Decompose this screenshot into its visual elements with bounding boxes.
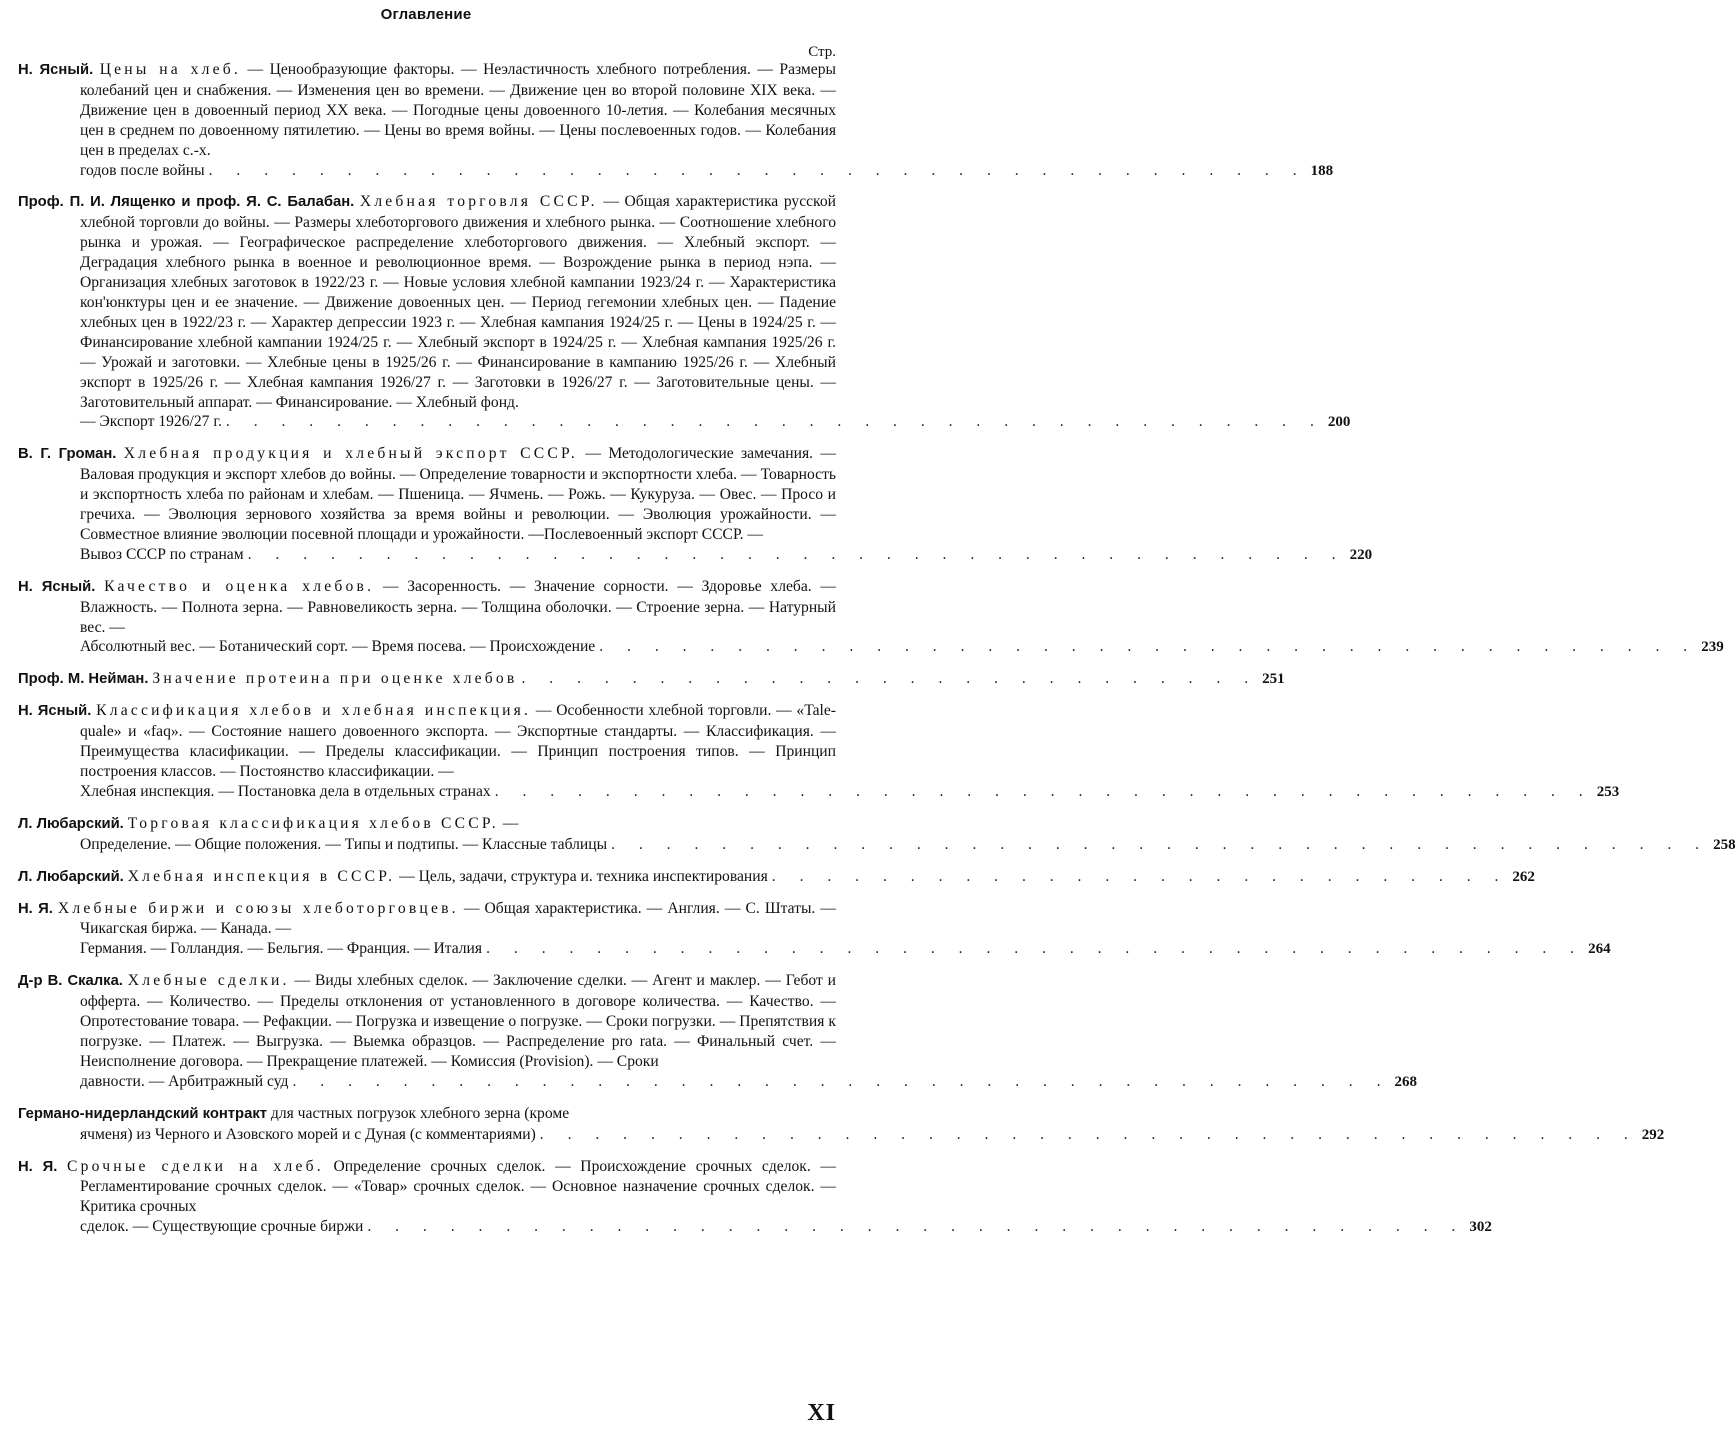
entry-topics: — Виды хлебных сделок. — Заключение сделки. — Агент и маклер. — Гебот и офферта. — Количество. — Пределы отклонения от установленного в договоре количества. — Качество. — Опротестование товара. — Рефакции. — Погрузка и извещение о погрузке. — Сроки погрузки. — Препятствия к погрузке. — Платеж. — Выгрузка. — Выемка образцов. — Распределение pro rata. — Финальный счет. — Неисполнение договора. — Прекращение платежей. — Комиссия (Provision). — Сроки (80, 972, 836, 1070)
dot-leader: . . . . . . . . . . . . . . . . . . . . . . . . . . . . . . . . . . . . . . . . (494, 782, 1593, 800)
entry-topics-end: Германия. — Голландия. — Бельгия. — Франция. — Италия (80, 940, 483, 958)
entry-topics: — Общая характеристика. — Англия. — С. Штаты. — Чикагская биржа. — Канада. — (80, 899, 836, 938)
entry-title: Хлебная торговля СССР. (359, 193, 598, 211)
toc-entry (18, 669, 1285, 690)
entry-title: Хлебная продукция и хлебный экспорт СССР. (123, 445, 578, 463)
entry-page-number: 239 (1701, 639, 1724, 656)
entry-author: Проф. М. Нейман. (18, 671, 149, 688)
entry-title: Срочные сделки на хлеб. (67, 1157, 324, 1175)
table-of-contents (18, 60, 1736, 1249)
entry-page-number: 253 (1596, 783, 1620, 800)
entry-page-number: 188 (1310, 162, 1334, 179)
toc-entry (18, 899, 1611, 961)
toc-entry (18, 1104, 1665, 1146)
entry-page-number: 262 (1512, 868, 1535, 885)
entry-topics: — Цель, задачи, структура и. техника инспектирования (399, 867, 768, 885)
entry-title: Классификация хлебов и хлебная инспекция. (96, 702, 532, 720)
toc-entry (18, 192, 1351, 433)
entry-page-number: 292 (1641, 1126, 1665, 1143)
entry-topics: — Особенности хлебной торговли. — «Tale-quale» и «faq». — Состояние нашего довоенного экспорта. — Экспортные стандарты. — Классификация. — Преимущества класификации. — Пределы классификации. — Принцип построения типов. — Принцип построения классов. — Постоянство классификации. — (80, 702, 836, 780)
dot-leader: . . . . . . . . . . . . . . . . . . . . . . . . . . . . . . . . . . . . . . . . (367, 1218, 1466, 1236)
entry-topics-end: ячменя) из Черного и Азовского морей и с Дуная (с комментариями) (80, 1125, 536, 1143)
entry-topics: — Методологические замечания. — Валовая продукция и экспорт хлебов до войны. — Определение товарности и экспортности хлеба. — Товарность и экспортность хлеба по районам и хлебам. — Пшеница. — Ячмень. — Рожь. — Кукуруза. — Овес. — Просо и гречиха. — Эволюция зернового хозяйства за время войны и революции. — Эволюция урожайности. — Совместное влияние эволюции посевной площади и урожайности. —Послевоенный экспорт СССР. — (80, 445, 837, 543)
entry-topics-end: Абсолютный вес. — Ботанический сорт. — Время посева. — Происхождение (80, 638, 596, 656)
entry-topics: для частных погрузок хлебного зерна (кроме (270, 1104, 570, 1122)
entry-topics-end: — Экспорт 1926/27 г. (80, 413, 222, 431)
entry-author: Д-р В. Скалка. (18, 973, 123, 990)
entry-author: Н. Я. (18, 1158, 58, 1175)
toc-entry (18, 867, 1535, 888)
entry-topics-end: Вывоз СССР по странам (80, 545, 244, 563)
entry-author: Германо-нидерландский контракт (18, 1105, 267, 1122)
entry-author: В. Г. Громан. (18, 446, 117, 463)
entry-page-number: 200 (1327, 414, 1351, 431)
entry-page-number: 258 (1713, 836, 1736, 853)
toc-entry (18, 814, 1736, 856)
entry-author: Н. Я. (18, 900, 53, 917)
entry-topics-end: сделок. — Существующие срочные биржи (80, 1218, 364, 1236)
entry-topics-end: годов после войны (80, 161, 205, 179)
entry-topics: Определение срочных сделок. — Происхождение срочных сделок. — Регламентирование срочных сделок. — «Товар» срочных сделок. — Основное назначение срочных сделок. — Критика срочных (80, 1157, 836, 1216)
entry-topics: — (502, 814, 519, 832)
toc-entry (18, 60, 1334, 181)
entry-page-number: 251 (1262, 671, 1285, 688)
entry-title: Цены на хлеб. (99, 61, 241, 78)
toc-entry (18, 444, 1373, 565)
dot-leader: . . . . . . . . . . . . . . . . . . . . . . . . . . . . . . . . . . . . . . . . (539, 1125, 1638, 1143)
dot-leader: . . . . . . . . . . . . . . . . . . . . . . . . . . . . . . . . . . . . . . . . (247, 545, 1346, 563)
entry-title: Хлебная инспекция в СССР. (127, 867, 396, 885)
entry-page-number: 220 (1349, 546, 1373, 563)
entry-author: Л. Любарский. (18, 868, 124, 885)
page-column-label: Стр. (808, 44, 836, 60)
dot-leader: . . . . . . . . . . . . . . . . . . . . . . . . . . . . . . . . . . . . . . . . (599, 638, 1698, 656)
entry-topics-end: Определение. — Общие положения. — Типы и подтипы. — Классные таблицы (80, 835, 608, 853)
entry-author: Н. Ясный. (18, 578, 96, 595)
entry-page-number: 264 (1588, 941, 1611, 958)
entry-title: Торговая классификация хлебов СССР. (127, 814, 499, 832)
entry-topics: — Общая характеристика русской хлебной торговли до войны. — Размеры хлеботоргового движения и хлебного рынка. — Соотношение хлебного рынка и урожая. — Географическое распределение хлеботоргового движения. — Хлебный экспорт. — Деградация хлебного рынка в военное и революционное время. — Возрождение рынка в период нэпа. — Организация хлебных заготовок в 1922/23 г. — Новые условия хлебной кампании 1923/24 г. — Характеристика кон'юнктуры цен и ее значение. — Движение довоенных цен. — Период гегемонии хлебных цен. — Падение хлебных цен в 1922/23 г. — Характер депрессии 1923 г. — Хлебная кампания 1924/25 г. — Цены в 1924/25 г. — Финансирование хлебной кампании 1924/25 г. — Хлебный экспорт в 1924/25 г. — Хлебная кампания 1925/26 г. — Урожай и заготовки. — Хлебные цены в 1925/26 г. — Финансирование в кампанию 1925/26 г. — Хлебный экспорт в 1925/26 г. — Хлебная кампания 1926/27 г. — Заготовки в 1926/27 г. — Заготовительные цены. — Заготовительный аппарат. — Финансирование. — Хлебный фонд. (80, 193, 836, 411)
toc-entry (18, 1157, 1492, 1239)
entry-title: Хлебные сделки. (127, 972, 290, 990)
dot-leader: . . . . . . . . . . . . . . . . . . . . . . . . . . . . . . . . . . . . . . . . (611, 835, 1710, 853)
entry-title: Качество и оценка хлебов. (104, 577, 375, 595)
entry-author: Н. Ясный. (18, 62, 94, 78)
toc-entry (18, 971, 1417, 1092)
entry-page-number: 302 (1469, 1219, 1492, 1236)
entry-title: Хлебные биржи и союзы хлеботорговцев. (57, 899, 459, 917)
entry-page-number: 268 (1394, 1073, 1417, 1090)
dot-leader: . . . . . . . . . . . . . . . . . . . . . . . . . . . . . . . . . . . . . . . . (208, 161, 1307, 179)
entry-author: Проф. П. И. Лященко и проф. Я. С. Балабан. (18, 194, 355, 211)
entry-author: Н. Ясный. (18, 703, 92, 720)
entry-topics: — Засоренность. — Значение сорности. — Здоровье хлеба. — Влажность. — Полнота зерна. — Равновеликость зерна. — Толщина оболочки. — Строение зерна. — Натурный вес. — (80, 577, 836, 636)
toc-entry (18, 577, 1724, 659)
entry-topics-end: давности. — Арбитражный суд (80, 1072, 289, 1090)
dot-leader: . . . . . . . . . . . . . . . . . . . . . . . . . . . . . . . . . . . . . . . . (486, 940, 1585, 958)
dot-leader: . . . . . . . . . . . . . . . . . . . . . . . . . . . . . . . . . . . . . . . . (225, 413, 1324, 431)
entry-topics: — Ценообразующие факторы. — Неэластичность хлебного потребления. — Размеры колебаний цен и снабжения. — Изменения цен во времени. — Движение цен во второй половине XIX века. — Движение цен в довоенный период XX века. — Погодные цены довоенного 10-летия. — Колебания месячных цен в среднем по довоенному пятилетию. — Цены во время войны. — Цены послевоенных годов. — Колебания цен в пределах с.-х. (80, 61, 836, 159)
entry-title: Значение протеина при оценке хлебов (152, 670, 518, 688)
dot-leader: . . . . . . . . . . . . . . . . . . . . . . . . . . . . . . . . . . . . . . . . (292, 1072, 1391, 1090)
toc-entry (18, 701, 1620, 803)
entry-topics-end: Хлебная инспекция. — Постановка дела в отдельных странах (80, 782, 491, 800)
dot-leader: . . . . . . . . . . . . . . . . . . . . . . . . . . . (771, 867, 1509, 885)
entry-author: Л. Любарский. (18, 815, 124, 832)
folio: XI (807, 1400, 836, 1426)
page-title: Оглавление (380, 6, 472, 23)
dot-leader: . . . . . . . . . . . . . . . . . . . . . . . . . . . (521, 670, 1259, 688)
